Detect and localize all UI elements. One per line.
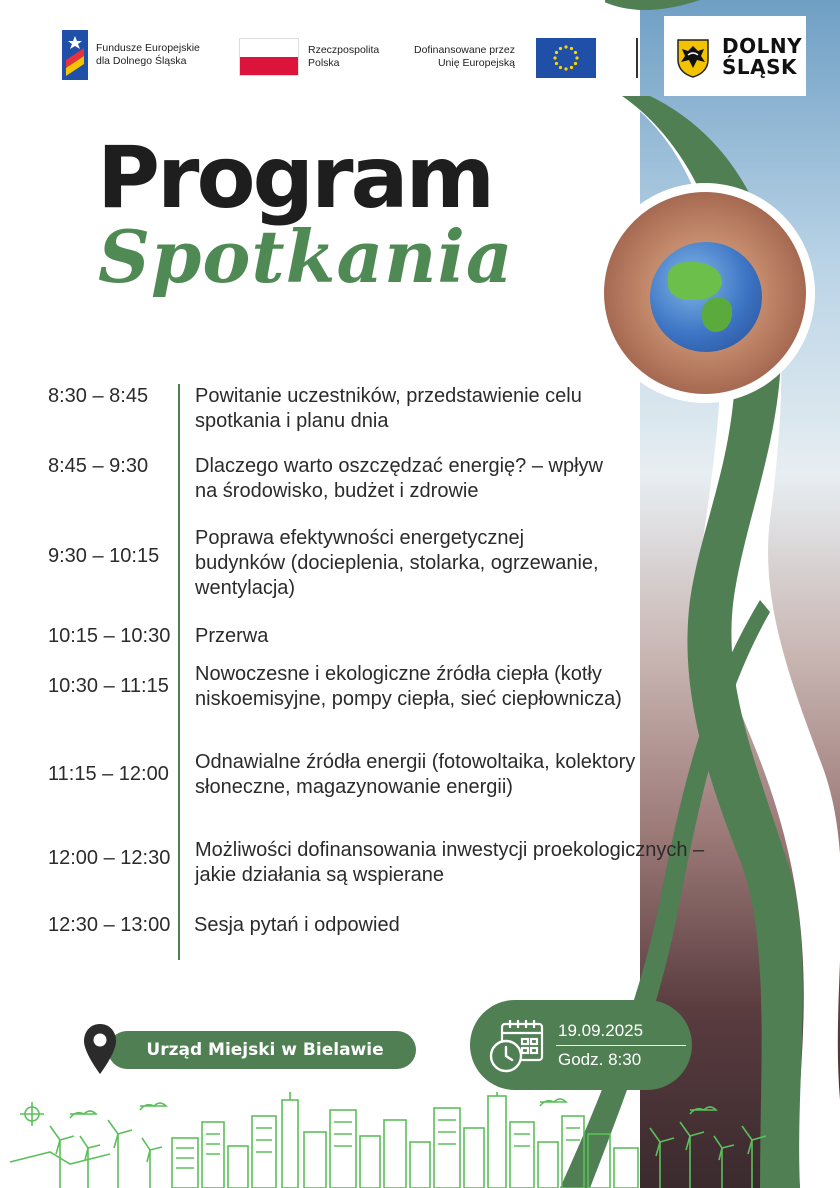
page-subtitle: Spotkania xyxy=(98,214,514,299)
logo-european-funds-text: Fundusze Europejskie dla Dolnego Śląska xyxy=(96,42,200,67)
map-pin-icon xyxy=(82,1022,118,1076)
schedule-desc: Powitanie uczestników, przedstawienie celu spotkania i planu dnia xyxy=(195,385,582,432)
date-time-badge xyxy=(470,1000,692,1090)
schedule-time: 8:45 – 9:30 xyxy=(48,455,149,477)
schedule-time: 9:30 – 10:15 xyxy=(48,545,160,567)
green-city-illustration xyxy=(0,1092,840,1188)
logo-poland-text: Rzeczpospolita Polska xyxy=(308,44,380,69)
globe-in-hands-image xyxy=(598,186,812,400)
hands-photo xyxy=(604,192,806,394)
event-date: 19.09.2025 xyxy=(558,1021,644,1040)
poland-flag-icon xyxy=(239,38,299,76)
schedule-divider xyxy=(178,384,180,960)
dolny-slask-logo xyxy=(664,16,806,96)
logo-separator xyxy=(636,38,638,78)
location-badge: Urząd Miejski w Bielawie xyxy=(108,1031,416,1069)
schedule-time: 10:30 – 11:15 xyxy=(48,675,169,697)
schedule-time: 12:30 – 13:00 xyxy=(48,914,171,936)
page-title: Program xyxy=(97,128,493,228)
schedule-desc: Nowoczesne i ekologiczne źródła ciepła (kotły niskoemisyjne, pompy ciepła, sieć ciepłownicza) xyxy=(195,663,622,710)
schedule-desc: Poprawa efektywności energetycznej budynków (docieplenia, stolarka, ogrzewanie, wentylacja) xyxy=(195,527,599,599)
schedule-desc: Przerwa xyxy=(195,625,269,647)
calendar-clock-icon xyxy=(488,1018,546,1076)
schedule-time: 12:00 – 12:30 xyxy=(48,847,171,869)
eagle-shield-icon xyxy=(676,38,710,78)
schedule-desc: Możliwości dofinansowania inwestycji proekologicznych – jakie działania są wspierane xyxy=(195,839,705,886)
dolny-slask-text: DOLNY ŚLĄSK xyxy=(722,34,803,79)
schedule-time: 11:15 – 12:00 xyxy=(48,763,169,785)
logo-eu-text: Dofinansowane przez Unię Europejską xyxy=(414,44,515,69)
header-logos xyxy=(0,0,840,96)
european-funds-logo-icon xyxy=(62,30,88,80)
event-time: Godz. 8:30 xyxy=(558,1050,642,1069)
schedule-time: 8:30 – 8:45 xyxy=(48,385,149,407)
schedule-desc: Dlaczego warto oszczędzać energię? – wpływ na środowisko, budżet i zdrowie xyxy=(195,455,603,502)
schedule-time: 10:15 – 10:30 xyxy=(48,625,171,647)
schedule-desc: Odnawialne źródła energii (fotowoltaika, kolektory słoneczne, magazynowanie energii) xyxy=(195,751,636,798)
schedule-desc: Sesja pytań i odpowied xyxy=(194,914,400,936)
globe-icon xyxy=(650,242,762,352)
date-separator xyxy=(556,1045,686,1046)
eu-flag-icon xyxy=(536,38,596,78)
